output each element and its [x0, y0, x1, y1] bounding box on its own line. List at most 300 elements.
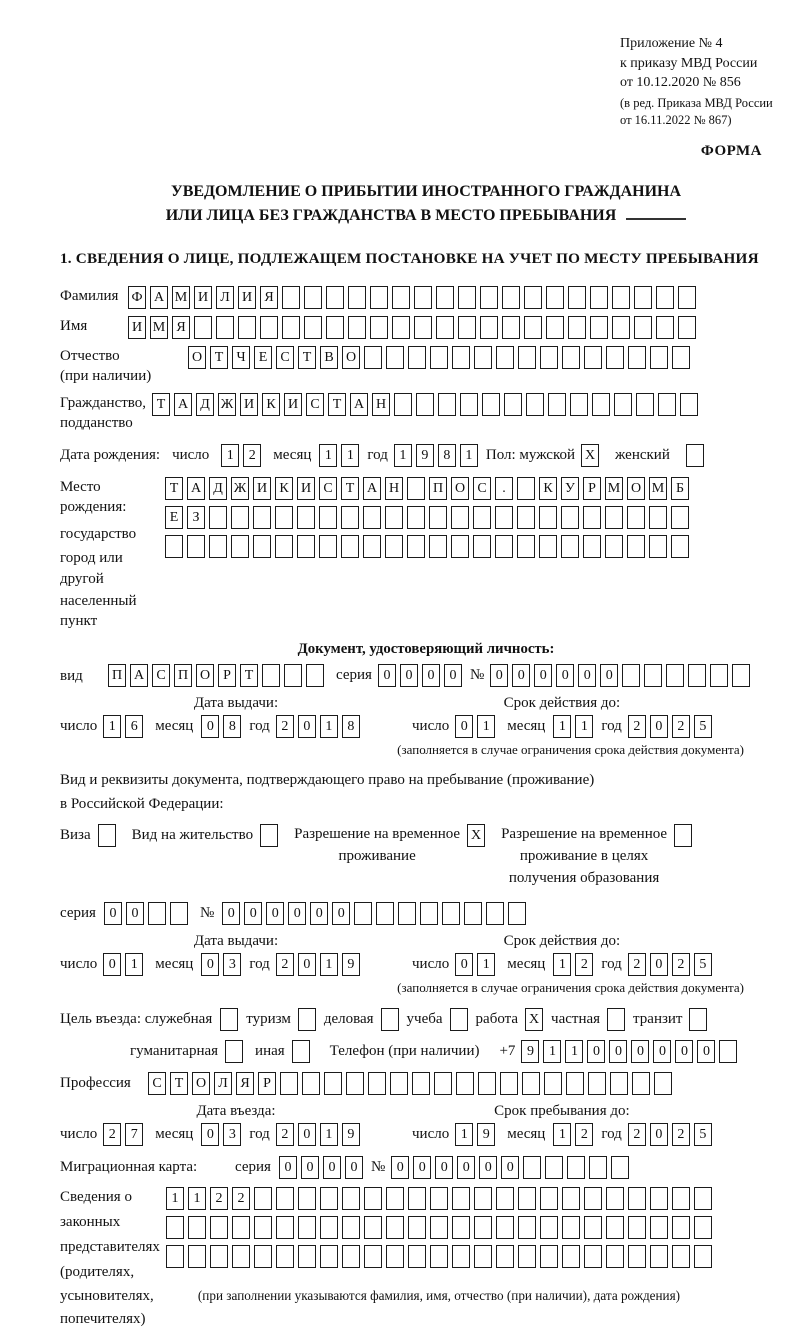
char-cell: Р: [218, 664, 236, 687]
char-cell: [442, 902, 460, 925]
char-cell: 0: [444, 664, 462, 687]
year-label: год: [601, 1125, 622, 1142]
char-cell: [523, 1156, 541, 1179]
residence-number-label: №: [199, 904, 215, 921]
char-cell: 0: [201, 1123, 219, 1146]
phone-prefix: +7: [499, 1042, 516, 1059]
residence-issue-date: [60, 953, 412, 976]
month-cells: [201, 1123, 241, 1146]
representatives-cells-stack: [166, 1187, 712, 1304]
temp-residence-label-line1: Разрешение на временное: [294, 826, 461, 843]
char-cell: 0: [104, 902, 122, 925]
sex-male-label: Пол: мужской: [485, 446, 576, 463]
char-cell: 1: [543, 1040, 561, 1063]
char-cell: 6: [125, 715, 143, 738]
char-cell: [216, 316, 234, 339]
char-cell: [276, 1187, 294, 1210]
char-cell: К: [275, 477, 293, 500]
ref-amendment-block: [620, 95, 792, 129]
char-cell: [298, 1245, 316, 1268]
char-cell: 0: [650, 715, 668, 738]
char-cell: [342, 1245, 360, 1268]
char-cell: [628, 1245, 646, 1268]
char-cell: 2: [672, 1123, 690, 1146]
char-cell: [456, 1072, 474, 1095]
phone-cells: [521, 1040, 737, 1063]
char-cell: [496, 1187, 514, 1210]
char-cell: [385, 506, 403, 529]
purpose-private-checkbox: [607, 1008, 625, 1031]
residence-series-row: [60, 902, 792, 925]
char-cell: [363, 506, 381, 529]
year-cells: [276, 1123, 360, 1146]
citizenship-label-line1: Гражданство,: [60, 395, 147, 412]
char-cell: М: [150, 316, 168, 339]
char-cell: С: [276, 346, 294, 369]
char-cell: [562, 1216, 580, 1239]
char-cell: [306, 664, 324, 687]
char-cell: Т: [165, 477, 183, 500]
char-cell: [566, 1072, 584, 1095]
char-cell: [232, 1216, 250, 1239]
char-cell: [386, 1245, 404, 1268]
char-cell: А: [130, 664, 148, 687]
birth-year-cells: [394, 444, 478, 467]
char-cell: [473, 535, 491, 558]
char-cell: 0: [298, 1123, 316, 1146]
representatives-label-line: усыновителях,: [60, 1287, 154, 1304]
char-cell: [254, 1245, 272, 1268]
char-cell: [430, 1187, 448, 1210]
year-cells: [276, 715, 360, 738]
char-cell: [486, 902, 504, 925]
residence-doc-options: [60, 824, 792, 889]
identity-series-cells: [378, 664, 462, 687]
char-cell: [540, 346, 558, 369]
purpose-humanitarian-checkbox: [225, 1040, 243, 1063]
char-cell: [429, 506, 447, 529]
char-cell: [517, 477, 535, 500]
char-cell: [275, 535, 293, 558]
char-cell: С: [306, 393, 324, 416]
char-cell: М: [605, 477, 623, 500]
char-cell: [666, 664, 684, 687]
residence-permit-option: [132, 824, 278, 847]
char-cell: 0: [126, 902, 144, 925]
purpose-study: [407, 1008, 468, 1031]
birth-place-label-line4: населенный пункт: [60, 592, 137, 630]
purpose-work-label: работа: [475, 1010, 519, 1027]
char-cell: [430, 1216, 448, 1239]
visit-purpose-label: Цель въезда: служебная: [60, 1010, 213, 1027]
char-cell: 0: [435, 1156, 453, 1179]
char-cell: Ж: [218, 393, 236, 416]
char-cell: 2: [628, 953, 646, 976]
char-cell: [636, 393, 654, 416]
char-cell: О: [627, 477, 645, 500]
temp-residence-edu-label: [501, 824, 667, 889]
char-cell: Ж: [231, 477, 249, 500]
char-cell: [500, 1072, 518, 1095]
char-cell: [612, 316, 630, 339]
char-cell: И: [194, 286, 212, 309]
migration-number-label: №: [370, 1158, 386, 1175]
char-cell: Д: [196, 393, 214, 416]
month-cells: [553, 715, 593, 738]
char-cell: [562, 1187, 580, 1210]
char-cell: [671, 506, 689, 529]
birth-day-label: число: [172, 446, 210, 463]
purpose-tourism-label: туризм: [246, 1010, 291, 1027]
migration-number-cells: [391, 1156, 629, 1179]
char-cell: [408, 1187, 426, 1210]
char-cell: [650, 1187, 668, 1210]
char-cell: [628, 1187, 646, 1210]
char-cell: [187, 535, 205, 558]
char-cell: [460, 393, 478, 416]
patronymic-label-line1: Отчество: [60, 347, 120, 364]
day-label: число: [412, 718, 450, 735]
char-cell: [672, 346, 690, 369]
sex-female-checkbox: [686, 444, 704, 467]
residence-valid-date: [412, 953, 712, 976]
ref-amend-line: (в ред. Приказа МВД России: [620, 95, 773, 110]
char-cell: [612, 286, 630, 309]
char-cell: 1: [125, 953, 143, 976]
birth-year-label: год: [367, 446, 388, 463]
identity-valid-title: Срок действия до:: [503, 695, 621, 712]
representatives-label-line: представителях: [60, 1239, 160, 1256]
char-cell: [412, 1072, 430, 1095]
birth-date-label: Дата рождения:: [60, 446, 161, 463]
char-cell: Н: [385, 477, 403, 500]
day-cells: [455, 715, 495, 738]
char-cell: 2: [276, 715, 294, 738]
char-cell: [732, 664, 750, 687]
temp-residence-edu-label-line3: получения образования: [508, 869, 660, 886]
char-cell: [605, 506, 623, 529]
char-cell: [364, 1187, 382, 1210]
char-cell: [276, 1245, 294, 1268]
year-cells: [276, 953, 360, 976]
char-cell: 2: [575, 953, 593, 976]
char-cell: 0: [631, 1040, 649, 1063]
identity-issue-col: [60, 695, 412, 738]
residence-series-cells: [104, 902, 188, 925]
char-cell: [348, 316, 366, 339]
char-cell: С: [152, 664, 170, 687]
ref-line: от 10.12.2020 № 856: [620, 75, 741, 91]
char-cell: 3: [223, 953, 241, 976]
char-cell: И: [240, 393, 258, 416]
day-label: число: [60, 718, 98, 735]
char-cell: Ф: [128, 286, 146, 309]
char-cell: Т: [341, 477, 359, 500]
char-cell: [539, 535, 557, 558]
char-cell: [420, 902, 438, 925]
migration-series-label: серия: [235, 1158, 271, 1175]
temp-residence-edu-label-line1: Разрешение на временное: [501, 826, 668, 843]
char-cell: 0: [600, 664, 618, 687]
day-cells: [103, 1123, 143, 1146]
char-cell: [584, 1187, 602, 1210]
char-cell: [654, 1072, 672, 1095]
migration-card-row: [60, 1156, 792, 1179]
year-label: год: [249, 955, 270, 972]
char-cell: 9: [477, 1123, 495, 1146]
char-cell: 9: [342, 953, 360, 976]
title-blank-underline: [626, 218, 686, 220]
firstname-label: Имя: [60, 317, 88, 334]
char-cell: О: [196, 664, 214, 687]
char-cell: 0: [391, 1156, 409, 1179]
char-cell: [508, 902, 526, 925]
purpose-business-checkbox: [220, 1008, 238, 1031]
char-cell: 0: [222, 902, 240, 925]
char-cell: [592, 393, 610, 416]
char-cell: [341, 535, 359, 558]
residence-valid-title: Срок действия до:: [503, 932, 621, 949]
char-cell: [280, 1072, 298, 1095]
char-cell: 5: [694, 715, 712, 738]
month-cells: [201, 715, 241, 738]
char-cell: [680, 393, 698, 416]
char-cell: 0: [479, 1156, 497, 1179]
char-cell: [545, 1156, 563, 1179]
char-cell: П: [174, 664, 192, 687]
char-cell: [694, 1216, 712, 1239]
char-cell: 1: [103, 715, 121, 738]
char-cell: [392, 316, 410, 339]
birth-place-label-line2: государство: [60, 526, 137, 543]
char-cell: Р: [258, 1072, 276, 1095]
char-cell: Б: [671, 477, 689, 500]
char-cell: [694, 1187, 712, 1210]
char-cell: [540, 1216, 558, 1239]
citizenship-label: [60, 393, 152, 434]
char-cell: Я: [236, 1072, 254, 1095]
char-cell: 9: [342, 1123, 360, 1146]
char-cell: [474, 1245, 492, 1268]
char-cell: [385, 535, 403, 558]
char-cell: [170, 902, 188, 925]
char-cell: [319, 535, 337, 558]
representatives-block: [60, 1187, 792, 1329]
char-cell: О: [451, 477, 469, 500]
purpose-work-checkbox: X: [525, 1008, 543, 1031]
char-cell: [634, 286, 652, 309]
char-cell: Д: [209, 477, 227, 500]
identity-number-cells: [490, 664, 750, 687]
char-cell: 1: [553, 953, 571, 976]
purpose-private: [551, 1008, 625, 1031]
char-cell: [451, 535, 469, 558]
entry-date: [60, 1123, 412, 1146]
char-cell: 1: [166, 1187, 184, 1210]
char-cell: 0: [422, 664, 440, 687]
char-cell: [474, 1216, 492, 1239]
char-cell: [517, 506, 535, 529]
char-cell: [517, 535, 535, 558]
char-cell: А: [187, 477, 205, 500]
char-cell: 0: [413, 1156, 431, 1179]
surname-row: [60, 286, 792, 309]
purpose-study-label: учеба: [406, 1010, 443, 1027]
purpose-commercial: [324, 1008, 399, 1031]
char-cell: И: [284, 393, 302, 416]
char-cell: 0: [650, 953, 668, 976]
char-cell: 0: [400, 664, 418, 687]
char-cell: 2: [672, 715, 690, 738]
char-cell: В: [320, 346, 338, 369]
char-cell: 9: [416, 444, 434, 467]
char-cell: О: [188, 346, 206, 369]
residence-series-label: серия: [60, 904, 96, 921]
char-cell: [539, 506, 557, 529]
year-label: год: [249, 718, 270, 735]
form-title-line2-text: ИЛИ ЛИЦА БЕЗ ГРАЖДАНСТВА В МЕСТО ПРЕБЫВАНИЯ: [165, 206, 617, 224]
profession-cells: [148, 1072, 672, 1095]
char-cell: Т: [298, 346, 316, 369]
patronymic-cells: [188, 346, 690, 369]
char-cell: [363, 535, 381, 558]
char-cell: [562, 346, 580, 369]
char-cell: 8: [342, 715, 360, 738]
purpose-commercial-checkbox: [381, 1008, 399, 1031]
char-cell: [188, 1245, 206, 1268]
section1-heading: 1. СВЕДЕНИЯ О ЛИЦЕ, ПОДЛЕЖАЩЕМ ПОСТАНОВКЕ НА УЧЕТ ПО МЕСТУ ПРЕБЫВАНИЯ: [60, 249, 759, 267]
char-cell: [407, 506, 425, 529]
month-label: месяц: [507, 1125, 546, 1142]
char-cell: [678, 316, 696, 339]
char-cell: [649, 535, 667, 558]
purpose-other-label: иная: [255, 1042, 285, 1059]
temp-residence-checkbox: X: [467, 824, 485, 847]
year-label: год: [601, 955, 622, 972]
char-cell: [678, 286, 696, 309]
migration-card-label: Миграционная карта:: [60, 1158, 198, 1175]
purpose-transit-label: транзит: [633, 1010, 683, 1027]
month-label: месяц: [507, 718, 546, 735]
stay-until-date: [412, 1123, 712, 1146]
char-cell: [238, 316, 256, 339]
purpose-commercial-label: деловая: [323, 1010, 374, 1027]
temp-residence-edu-checkbox: [674, 824, 692, 847]
char-cell: [319, 506, 337, 529]
char-cell: З: [187, 506, 205, 529]
char-cell: [671, 535, 689, 558]
char-cell: 3: [223, 1123, 241, 1146]
char-cell: Т: [328, 393, 346, 416]
char-cell: [568, 316, 586, 339]
form-title-line2: [60, 204, 792, 228]
temp-residence-option: [294, 824, 485, 868]
char-cell: [284, 664, 302, 687]
char-cell: [658, 393, 676, 416]
entry-dates-row: [60, 1103, 792, 1146]
char-cell: 1: [553, 715, 571, 738]
char-cell: [588, 1072, 606, 1095]
char-cell: [570, 393, 588, 416]
firstname-cells: [128, 316, 696, 339]
char-cell: [590, 286, 608, 309]
char-cell: [304, 286, 322, 309]
ref-line: Приложение № 4: [620, 36, 723, 51]
citizenship-label-line2: подданство: [60, 415, 133, 432]
char-cell: [568, 286, 586, 309]
char-cell: А: [350, 393, 368, 416]
char-cell: Н: [372, 393, 390, 416]
char-cell: [540, 1245, 558, 1268]
char-cell: 1: [477, 953, 495, 976]
birth-month-label: месяц: [273, 446, 312, 463]
char-cell: У: [561, 477, 579, 500]
char-cell: 5: [694, 953, 712, 976]
identity-validity-note: (заполняется в случае ограничения срока действия документа): [397, 742, 744, 758]
char-cell: [148, 902, 166, 925]
identity-valid-col: [412, 695, 712, 738]
visa-option: [60, 824, 116, 847]
char-cell: 1: [320, 715, 338, 738]
residence-valid-col: [412, 933, 712, 976]
char-cell: [650, 1216, 668, 1239]
month-label: месяц: [507, 955, 546, 972]
sex-female-label: женский: [615, 446, 670, 463]
char-cell: [611, 1156, 629, 1179]
char-cell: [496, 346, 514, 369]
char-cell: 1: [341, 444, 359, 467]
char-cell: [408, 1245, 426, 1268]
char-cell: [478, 1072, 496, 1095]
char-cell: [561, 535, 579, 558]
residence-dates-row: [60, 933, 792, 976]
char-cell: 0: [587, 1040, 605, 1063]
char-cell: 7: [125, 1123, 143, 1146]
char-cell: [254, 1216, 272, 1239]
char-cell: 1: [320, 1123, 338, 1146]
char-cell: 0: [512, 664, 530, 687]
char-cell: [614, 393, 632, 416]
char-cell: [583, 535, 601, 558]
visa-label: Виза: [60, 827, 91, 844]
char-cell: 2: [243, 444, 261, 467]
char-cell: [434, 1072, 452, 1095]
char-cell: [464, 902, 482, 925]
char-cell: А: [174, 393, 192, 416]
char-cell: Е: [254, 346, 272, 369]
birth-place-label: [60, 477, 165, 632]
representatives-row2-cells: [166, 1216, 712, 1239]
char-cell: С: [473, 477, 491, 500]
char-cell: 1: [455, 1123, 473, 1146]
char-cell: [495, 506, 513, 529]
identity-dates-row: [60, 695, 792, 738]
month-cells: [553, 1123, 593, 1146]
char-cell: [649, 506, 667, 529]
char-cell: [473, 506, 491, 529]
char-cell: [583, 506, 601, 529]
purpose-other-checkbox: [292, 1040, 310, 1063]
day-label: число: [412, 955, 450, 972]
char-cell: 1: [188, 1187, 206, 1210]
char-cell: [546, 316, 564, 339]
char-cell: Я: [172, 316, 190, 339]
char-cell: 2: [575, 1123, 593, 1146]
char-cell: 0: [457, 1156, 475, 1179]
char-cell: [370, 286, 388, 309]
char-cell: [584, 1216, 602, 1239]
char-cell: 0: [501, 1156, 519, 1179]
